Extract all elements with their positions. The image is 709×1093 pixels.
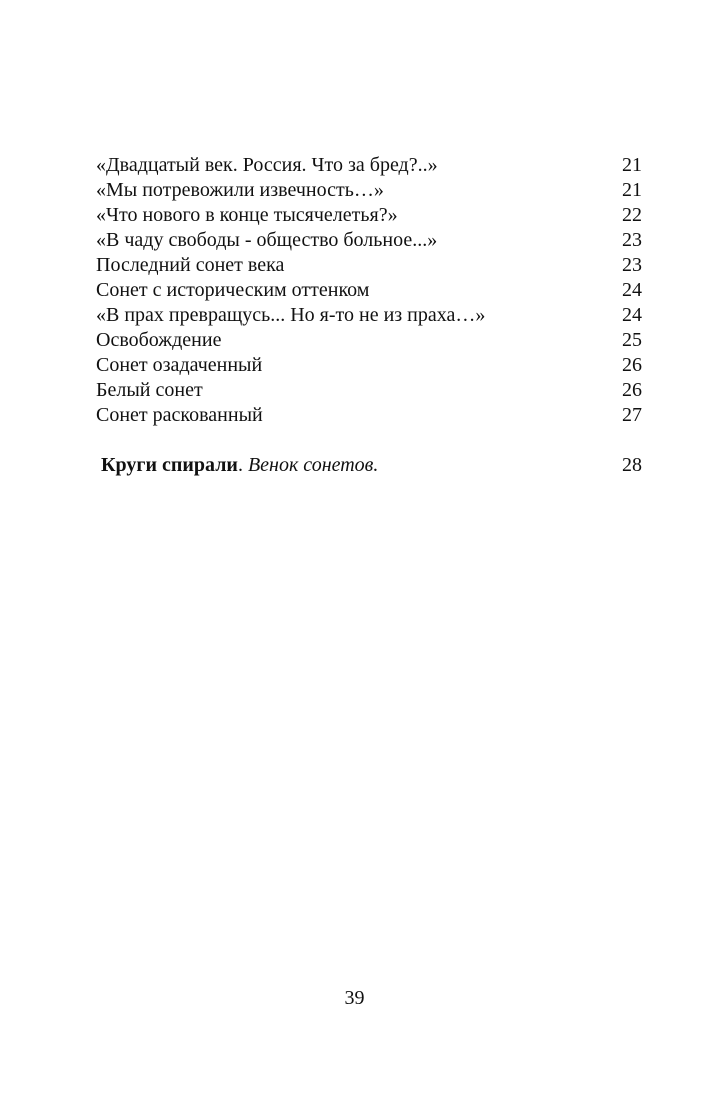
toc-entry-page: 24 <box>622 279 642 301</box>
toc-section-page: 28 <box>622 454 642 476</box>
toc-entry <box>96 253 642 278</box>
toc-section-bold-title: Круги спирали <box>101 454 238 476</box>
toc-entry <box>96 403 642 428</box>
toc-entry <box>96 378 642 403</box>
toc-entry-page: 21 <box>622 154 642 176</box>
page-number: 39 <box>344 987 365 1009</box>
toc-entry-title: Сонет с историческим оттенком <box>96 279 370 301</box>
toc-entry-title: Последний сонет века <box>96 254 285 276</box>
toc-entry <box>96 353 642 378</box>
toc-section-entry <box>96 453 642 478</box>
toc-entry-page: 24 <box>622 304 642 326</box>
toc-section-separator: . <box>237 454 248 476</box>
toc-section-subtitle: Венок сонетов. <box>247 454 379 476</box>
toc-entry <box>96 228 642 253</box>
toc-entry-title: «Что нового в конце тысячелетья?» <box>96 204 398 226</box>
toc-entry-title: «Двадцатый век. Россия. Что за бред?..» <box>96 154 438 176</box>
toc-entry-page: 21 <box>622 179 642 201</box>
toc-entry-page: 26 <box>622 354 642 376</box>
toc-entry-title: «В прах превращусь... Но я-то не из праха…» <box>96 304 486 326</box>
toc-entry-title: Сонет озадаченный <box>96 354 263 376</box>
toc-entry-page: 27 <box>622 404 642 426</box>
toc-entry-page: 22 <box>622 204 642 226</box>
toc-entry-title: Освобождение <box>96 329 222 351</box>
toc-entry <box>96 203 642 228</box>
toc-entry <box>96 303 642 328</box>
toc-entry <box>96 153 642 178</box>
toc-entry-title: Белый сонет <box>96 379 203 401</box>
toc-entry-title: «Мы потревожили извечность…» <box>96 179 384 201</box>
toc-entry-title: «В чаду свободы - общество больное...» <box>96 229 438 251</box>
table-of-contents <box>96 153 642 478</box>
toc-entry-page: 23 <box>622 229 642 251</box>
toc-entry <box>96 178 642 203</box>
toc-entry-page: 26 <box>622 379 642 401</box>
toc-section-title <box>96 453 378 478</box>
toc-entry <box>96 328 642 353</box>
toc-spacer <box>96 428 642 453</box>
toc-entry-page: 23 <box>622 254 642 276</box>
toc-entry-title: Сонет раскованный <box>96 404 263 426</box>
toc-entry-page: 25 <box>622 329 642 351</box>
toc-entry <box>96 278 642 303</box>
